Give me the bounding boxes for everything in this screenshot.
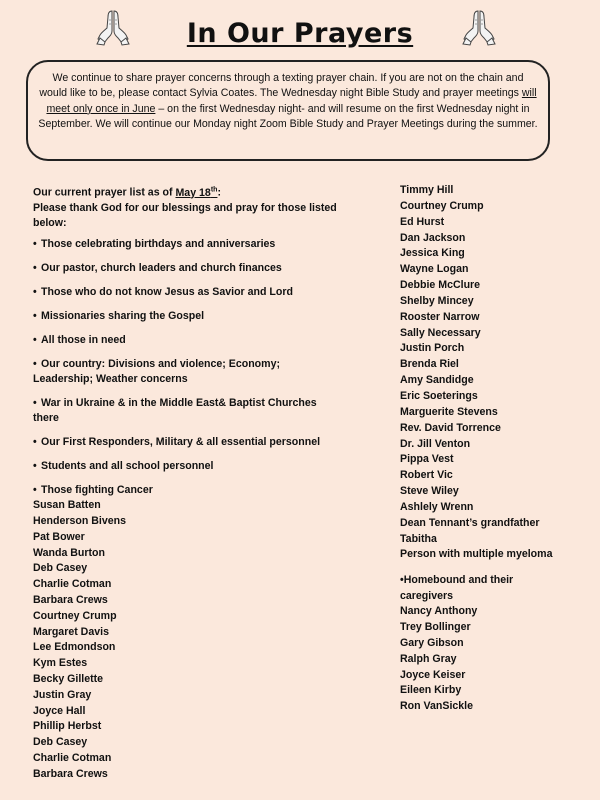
- list-item: Justin Gray: [33, 688, 92, 701]
- prayer-category: • Missionaries sharing the Gospel: [33, 310, 205, 323]
- list-item: Becky Gillette: [33, 672, 104, 685]
- cancer-names-left: [33, 498, 373, 782]
- list-item: Charlie Cotman: [33, 751, 112, 764]
- prayer-category: • Students and all school personnel: [33, 460, 214, 473]
- list-item: Jessica King: [400, 247, 465, 260]
- list-item: Phillip Herbst: [33, 720, 102, 733]
- intro-colon: :: [217, 186, 221, 199]
- list-item: Tabitha: [400, 532, 437, 545]
- notice-text-2: – on the first Wednesday night- and will resume on the first Wednesday night in September. We will continue our Monday night Zoom Bible Study and Prayer Meetings during the summer.: [38, 102, 538, 131]
- list-item: Shelby Mincey: [400, 294, 474, 307]
- list-item: Brenda Riel: [400, 358, 459, 371]
- list-item: Courtney Crump: [33, 609, 117, 622]
- list-item: Ralph Gray: [400, 652, 457, 665]
- list-item: Marguerite Stevens: [400, 405, 498, 418]
- list-item: Gary Gibson: [400, 636, 464, 649]
- list-item: Rev. David Torrence: [400, 421, 501, 434]
- prayer-category: • War in Ukraine & in the Middle East& Baptist Churches there: [33, 397, 317, 425]
- bullet-icon: •: [33, 334, 37, 347]
- intro-line2: Please thank God for our blessings and pray for those listed below:: [33, 201, 337, 229]
- list-item: Joyce Keiser: [400, 668, 466, 681]
- list-item: Sally Necessary: [400, 326, 481, 339]
- list-item: Joyce Hall: [33, 704, 86, 717]
- list-item: Timmy Hill: [400, 184, 454, 196]
- list-item: Amy Sandidge: [400, 374, 474, 387]
- list-item: Deb Casey: [33, 736, 88, 749]
- list-item: Pippa Vest: [400, 453, 454, 466]
- list-item: Robert Vic: [400, 469, 453, 482]
- homebound-heading: •Homebound and their caregivers: [400, 574, 514, 602]
- bullet-icon: •: [33, 238, 37, 251]
- page-title: In Our Prayers: [186, 18, 414, 49]
- list-item: Dr. Jill Venton: [400, 437, 471, 450]
- notice-box: [26, 60, 550, 161]
- bullet-icon: •: [33, 310, 37, 323]
- list-item: Wanda Burton: [33, 546, 105, 559]
- list-item: Kym Estes: [33, 657, 88, 670]
- category-list: [33, 237, 333, 498]
- homebound-names: [400, 604, 590, 715]
- prayer-category: • Those fighting Cancer: [33, 484, 153, 497]
- prayer-category: • Those who do not know Jesus as Savior and Lord: [33, 286, 293, 299]
- prayer-list-intro: [33, 182, 373, 231]
- list-item: Trey Bollinger: [400, 621, 471, 634]
- prayer-category: • Our country: Divisions and violence; Economy; Leadership; Weather concerns: [33, 358, 280, 386]
- cancer-names-right: [400, 183, 590, 563]
- list-item: Dan Jackson: [400, 231, 466, 244]
- list-item: Dean Tennant’s grandfather: [400, 516, 540, 529]
- notice-text-1: We continue to share prayer concerns through a texting prayer chain. If you are not on the chain and would like to be, please contact Sylvia Coates. The Wednesday night Bible Study and prayer meetings: [39, 72, 524, 100]
- list-item: Courtney Crump: [400, 199, 484, 212]
- list-item: Nancy Anthony: [400, 605, 478, 618]
- left-column: [33, 182, 373, 782]
- bullet-icon: •: [33, 484, 37, 497]
- right-column: [400, 183, 590, 715]
- praying-hands-icon: [462, 8, 496, 46]
- list-item: Wayne Logan: [400, 263, 469, 276]
- bullet-icon: •: [33, 262, 37, 275]
- notice-underlined: will meet only once in June: [46, 87, 537, 115]
- bullet-icon: •: [33, 286, 37, 299]
- bullet-icon: •: [33, 460, 37, 473]
- list-item: Eric Soeterings: [400, 389, 478, 402]
- bullet-icon: •: [400, 574, 404, 587]
- list-item: Lee Edmondson: [33, 641, 116, 654]
- list-item: Steve Wiley: [400, 485, 459, 498]
- bullet-icon: •: [33, 436, 37, 449]
- intro-prefix: Our current prayer list as of: [33, 186, 176, 199]
- list-item: Barbara Crews: [33, 593, 108, 606]
- list-item: Pat Bower: [33, 530, 85, 543]
- list-item: Justin Porch: [400, 342, 465, 355]
- list-item: Rooster Narrow: [400, 310, 480, 323]
- list-item: Ashlely Wrenn: [400, 500, 474, 513]
- list-item: Margaret Davis: [33, 625, 109, 638]
- list-item: Ed Hurst: [400, 215, 445, 228]
- list-item: Charlie Cotman: [33, 578, 112, 591]
- intro-date: May 18th: [175, 186, 218, 199]
- list-item: Barbara Crews: [33, 767, 108, 780]
- bullet-icon: •: [33, 358, 37, 371]
- list-item: Ron VanSickle: [400, 700, 474, 713]
- list-item: Debbie McClure: [400, 279, 481, 292]
- prayer-category: • Those celebrating birthdays and anniversaries: [33, 238, 276, 251]
- list-item: Person with multiple myeloma: [400, 548, 553, 561]
- list-item: Eileen Kirby: [400, 684, 462, 697]
- list-item: Henderson Bivens: [33, 514, 127, 527]
- prayer-category: • Our pastor, church leaders and church finances: [33, 262, 282, 275]
- prayer-category: • Our First Responders, Military & all essential personnel: [33, 436, 321, 449]
- list-item: Deb Casey: [33, 562, 88, 575]
- prayer-category: • All those in need: [33, 334, 126, 347]
- bullet-icon: •: [33, 397, 37, 410]
- list-item: Susan Batten: [33, 499, 101, 512]
